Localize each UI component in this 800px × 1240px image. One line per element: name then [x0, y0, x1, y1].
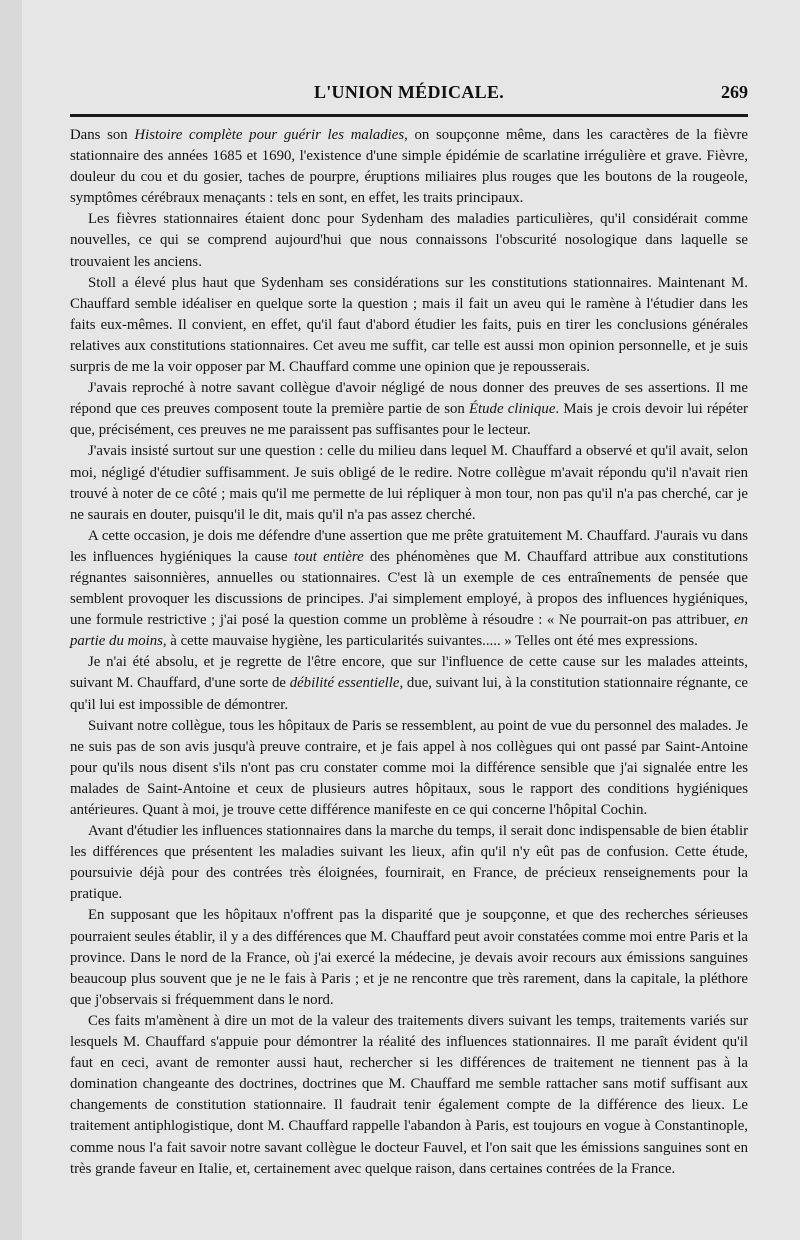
- paragraph: [70, 652, 748, 715]
- text-run: Dans son: [70, 127, 135, 143]
- text-run: , due, suivant lui, à la constitution stationnaire régnante, ce qu'il lui est impossible de démontrer.: [70, 675, 748, 713]
- text-run: Je n'ai été absolu, et je regrette de l'être encore, que sur l'influence de cette cause sur les malades atteints, suivant M. Chauffard, d'une sorte de: [70, 654, 748, 692]
- text-run: Ces faits m'amènent à dire un mot de la valeur des traitements divers suivant les temps, traitements variés sur lesquels M. Chauffard s'appuie pour démontrer la réalité des influences stationnaires. Il me paraît évident qu'il faut en ceci, avant de remonter aussi haut, rechercher si les différences de traitement ne tiennent pas à la domination changeante des doctrines, doctrines que M. Chauffard me semble rattacher sans motif suffisant aux changements de constitution stationnaire. Il faudrait tenir également compte de la différence des lieux. Le traitement antiphlogistique, dont M. Chauffard rappelle l'abandon à Paris, est toujours en vogue à Constantinople, comme nous l'a fait savoir notre savant collègue le docteur Fauvel, et l'on sait que les émissions sanguines sont en très grande faveur en Italie, et, certainement avec quelque raison, dans certaines contrées de la France.: [70, 1012, 748, 1177]
- paragraph: [70, 441, 748, 525]
- paragraph: [70, 905, 748, 1010]
- running-header: [70, 80, 748, 110]
- text-run: Avant d'étudier les influences stationnaires dans la marche du temps, il serait donc indispensable de bien établir les différences que présentent les maladies suivant les lieux, afin qu'il n'y eût pas de confusion. Cette étude, poursuivie déjà pour des contrées très éloignées, fournirait, en France, de précieux renseignements pour la pratique.: [70, 823, 748, 903]
- paragraph: [70, 209, 748, 272]
- italic-title: débilité essentielle: [289, 675, 400, 692]
- page-number: 269: [721, 82, 748, 102]
- text-run: A cette occasion, je dois me défendre d'une assertion que me prête gratuitement M. Chauffard. J'aurais vu dans les influences hygiéniques la cause: [70, 527, 748, 565]
- body-text: [70, 125, 748, 1180]
- text-run: J'avais reproché à notre savant collègue d'avoir négligé de nous donner des preuves de ses assertions. Il me répond que ces preuves composent toute la première partie de son: [70, 380, 748, 418]
- text-run: En supposant que les hôpitaux n'offrent pas la disparité que je soupçonne, et que des recherches sérieuses pourraient seules établir, il y a des différences que M. Chauffard peut avoir constatées comme moi entre Paris et la province. Dans le nord de la France, où j'ai exercé la médecine, je devais avoir recours aux émissions sanguines beaucoup plus souvent que je ne le fais à Paris ; et je ne rencontre que très rarement, dans la capitale, la pléthore que j'observais si fréquemment dans le nord.: [70, 907, 748, 1008]
- text-run: des phénomènes que M. Chauffard attribue aux constitutions régnantes saisonnières, annuelles ou stationnaires. C'est là un exemple de ces entraînements de pensée que semblent provoquer les discussions de principes. J'ai simplement employé, à propos des influences hygiéniques, une formule restrictive ; j'ai posé la question comme un problème à résoudre : « Ne pourrait-on pas attribuer,: [70, 548, 748, 629]
- paragraph: [70, 378, 748, 441]
- italic-title: en partie du moins: [70, 612, 748, 650]
- paragraph: [70, 273, 748, 378]
- text-run: Suivant notre collègue, tous les hôpitaux de Paris se ressemblent, au point de vue du personnel des malades. Je ne suis pas de son avis jusqu'à preuve contraire, et je fais appel à nos collègues qui ont passé par Saint-Antoine pour qu'ils nous disent s'ils n'ont pas cru constater comme moi la différence sensible que j'ai signalée entre les malades de Saint-Antoine et ceux de plusieurs autres hôpitaux, sous le rapport des conditions hygiéniques antérieures. Quant à moi, je trouve cette différence manifeste en ce qui concerne l'hôpital Cochin.: [70, 717, 748, 818]
- header-rule: [70, 114, 748, 117]
- paragraph: [70, 1011, 748, 1180]
- text-run: J'avais insisté surtout sur une question : celle du milieu dans lequel M. Chauffard a observé et qu'il avait, selon moi, négligé d'étudier suffisamment. Je suis obligé de le redire. Notre collègue m'avait répondu qu'il n'avait rien trouvé à noter de ce côté ; mais qu'il me permette de lui répliquer à mon tour, non pas qu'il n'a pas cherché, car je ne saurais en douter, puisqu'il le dit, mais qu'il n'a pas assez cherché.: [70, 443, 748, 523]
- italic-title: Étude clinique: [469, 401, 556, 418]
- text-run: Stoll a élevé plus haut que Sydenham ses considérations sur les constitutions stationnaires. Maintenant M. Chauffard semble idéaliser en quelque sorte la question ; mais il fait un aveu qui le ramène à l'étudier dans les faits eux-mêmes. Il convient, en effet, qu'il faut d'abord étudier les faits, puis en tirer les conclusions générales relatives aux constitutions stationnaires. Cet aveu me suffit, car telle est aussi mon opinion personnelle, et je suis surpris de me la voir opposer par M. Chauffard comme une opinion que je repousserais.: [70, 274, 748, 376]
- paragraph: [70, 526, 748, 653]
- paragraph: [70, 716, 748, 821]
- text-run: , à cette mauvaise hygiène, les particularités suivantes..... » Telles ont été mes expressions.: [162, 633, 698, 650]
- paragraph: [70, 125, 748, 209]
- text-run: Les fièvres stationnaires étaient donc pour Sydenham des maladies particulières, qu'il considérait comme nouvelles, ce qui se comprend aujourd'hui que nous connaissons l'obscurité nosologique dans laquelle se trouvaient les anciens.: [70, 211, 748, 270]
- page: [22, 0, 800, 1240]
- italic-title: tout entière: [293, 548, 364, 565]
- paragraph: [70, 821, 748, 905]
- italic-title: Histoire complète pour guérir les maladies: [134, 127, 405, 143]
- running-title: L'UNION MÉDICALE.: [313, 82, 505, 102]
- text-run: . Mais je crois devoir lui répéter que, précisément, ces preuves ne me paraissent pas suffisantes pour le lecteur.: [70, 401, 748, 439]
- text-run: , on soupçonne même, dans les caractères de la fièvre stationnaire des années 1685 et 1690, l'existence d'une simple épidémie de scarlatine irrégulière et grave. Fièvre, douleur du cou et du gosier, taches de pourpre, éruptions miliaires plus rouges que les boutons de la rougeole, symptômes cérébraux menaçants : tels en sont, en effet, les traits principaux.: [70, 127, 748, 207]
